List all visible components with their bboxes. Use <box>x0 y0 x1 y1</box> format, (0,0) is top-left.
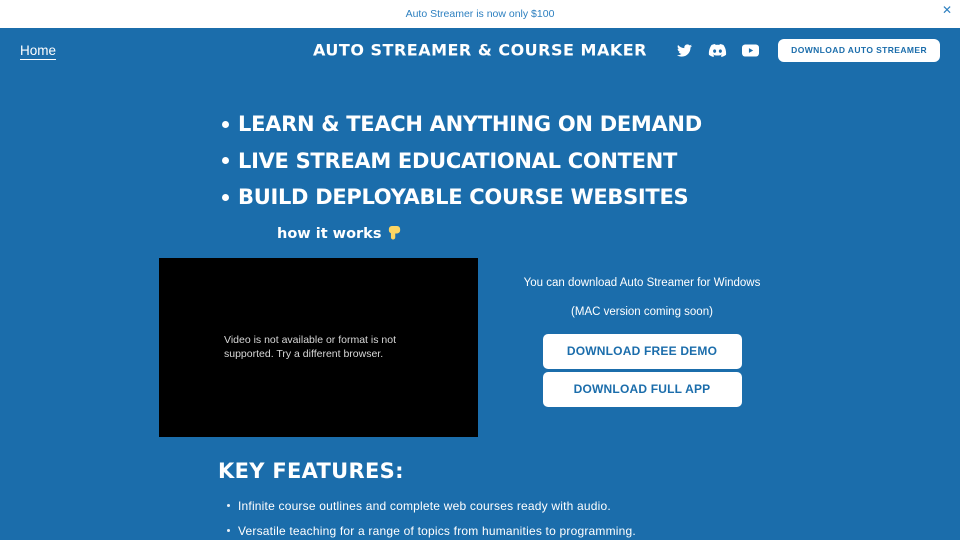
close-icon[interactable]: ✕ <box>941 3 952 17</box>
video-player[interactable] <box>159 258 478 437</box>
bullet-dot <box>222 157 229 164</box>
how-it-works-label <box>277 225 960 244</box>
bullet-dot <box>227 504 230 507</box>
header <box>0 28 960 72</box>
download-panel <box>512 258 772 437</box>
video-download-section <box>0 258 960 437</box>
feature-item <box>227 499 960 513</box>
point-down-emoji-icon <box>387 225 402 244</box>
header-actions <box>676 39 940 62</box>
bullet-dot <box>227 529 230 532</box>
feature-item <box>227 524 960 538</box>
promo-banner <box>0 0 960 28</box>
hero-bullet <box>222 106 960 143</box>
hero-bullet <box>222 143 960 180</box>
hero-bullet-text: LEARN & TEACH ANYTHING ON DEMAND <box>238 112 702 137</box>
video-error-message: Video is not available or format is not supported. Try a different browser. <box>224 333 396 360</box>
download-info-line2: (MAC version coming soon) <box>571 305 713 318</box>
how-it-works-text: how it works <box>277 226 382 242</box>
feature-item-text: Versatile teaching for a range of topics from humanities to programming. <box>238 523 636 538</box>
page-title: AUTO STREAMER & COURSE MAKER <box>313 40 647 60</box>
download-info-line1: You can download Auto Streamer for Windows <box>523 276 761 289</box>
twitter-icon[interactable] <box>676 43 693 58</box>
download-auto-streamer-button[interactable]: DOWNLOAD AUTO STREAMER <box>778 39 940 62</box>
hero-bullet <box>222 179 960 216</box>
hero-bullet-text: BUILD DEPLOYABLE COURSE WEBSITES <box>238 185 689 210</box>
download-free-demo-button[interactable]: DOWNLOAD FREE DEMO <box>543 334 742 369</box>
key-features-heading: KEY FEATURES: <box>218 458 404 483</box>
hero-bullet-text: LIVE STREAM EDUCATIONAL CONTENT <box>238 148 678 173</box>
features-list <box>227 499 960 538</box>
nav-home-link[interactable]: Home <box>20 42 57 58</box>
bullet-dot <box>222 194 229 201</box>
hero-bullet-list <box>222 106 960 216</box>
promo-banner-text: Auto Streamer is now only $100 <box>405 8 555 20</box>
feature-item-text: Infinite course outlines and complete web courses ready with audio. <box>238 498 611 513</box>
youtube-icon[interactable] <box>742 43 759 58</box>
download-full-app-button[interactable]: DOWNLOAD FULL APP <box>543 372 742 407</box>
discord-icon[interactable] <box>708 43 727 58</box>
bullet-dot <box>222 121 229 128</box>
